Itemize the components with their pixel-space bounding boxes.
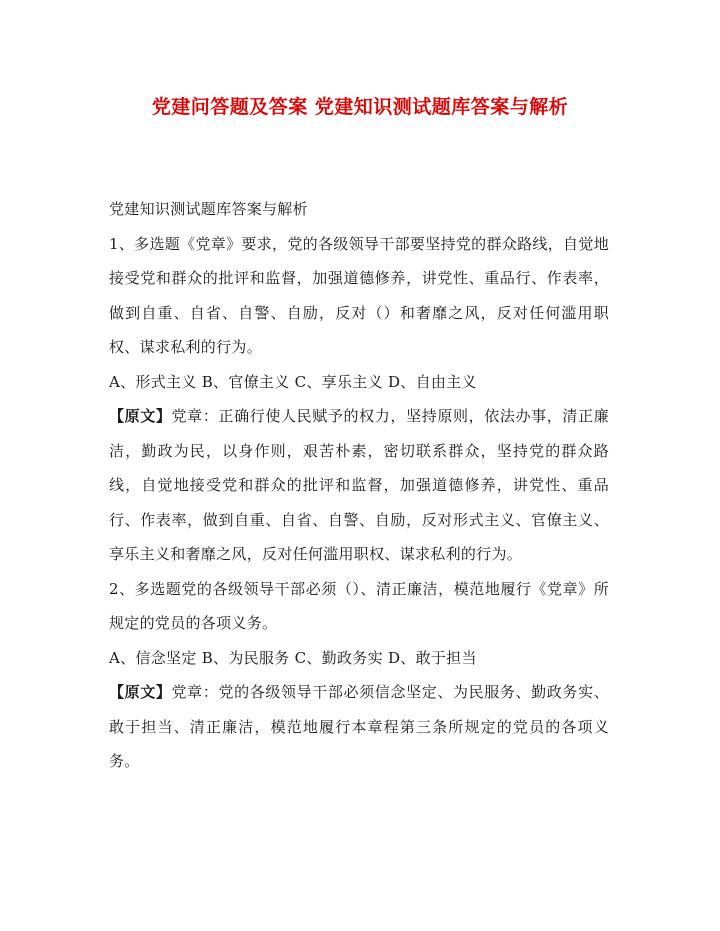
section-subtitle: 党建知识测试题库答案与解析 [109,200,308,218]
question-2-text: 2、多选题党的各级领导干部必须（）、清正廉洁，模范地履行《党章》所规定的党员的各项义务。 [109,579,609,632]
question-1-text: 1、多选题《党章》要求，党的各级领导干部要坚持党的群众路线，自觉地接受党和群众的批评和监督，加强道德修养，讲党性、重品行、作表率，做到自重、自省、自警、自励，反对（）和奢靡之风，反对任何滥用职权、谋求私利的行为。 [109,234,609,356]
source-text: 党章：党的各级领导干部必须信念坚定、为民服务、勤政务实、敢于担当、清正廉洁，模范地履行本章程第三条所规定的党员的各项义务。 [109,683,609,770]
source-text: 党章：正确行使人民赋予的权力，坚持原则，依法办事，清正廉洁，勤政为民，以身作则，艰苦朴素，密切联系群众，坚持党的群众路线，自觉地接受党和群众的批评和监督，加强道德修养，讲党性、重品行、作表率，做到自重、自省、自警、自励，反对形式主义、官僚主义、享乐主义和奢靡之风，反对任何滥用职权、谋求私利的行为。 [109,407,609,563]
question-1-options: A、形式主义 B、官僚主义 C、享乐主义 D、自由主义 [109,372,477,391]
question-2-source [109,675,609,779]
source-tag: 【原文】 [109,407,172,425]
question-2-options: A、信念坚定 B、为民服务 C、勤政务实 D、敢于担当 [109,648,477,667]
document-body [109,192,609,779]
source-tag: 【原文】 [109,683,172,701]
question-1-source [109,399,609,572]
document-title: 党建问答题及答案 党建知识测试题库答案与解析 [151,96,569,118]
